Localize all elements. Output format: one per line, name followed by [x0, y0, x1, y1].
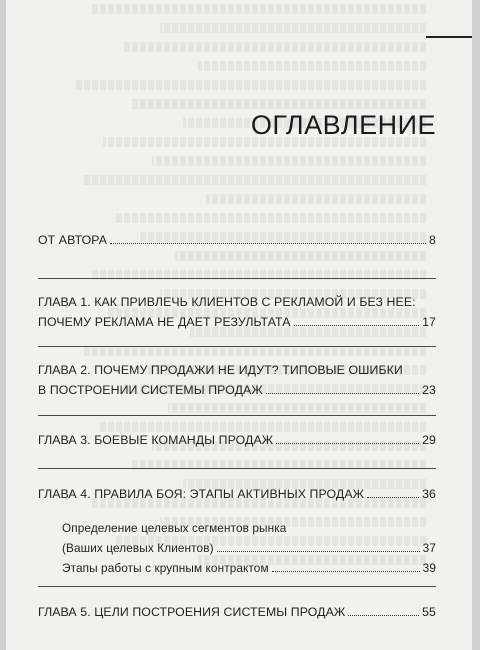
- toc-entry-title: ГЛАВА 1. КАК ПРИВЛЕЧЬ КЛИЕНТОВ С РЕКЛАМОЙ И БЕЗ НЕЕ:: [38, 295, 416, 309]
- toc-entry-title: ГЛАВА 3. БОЕВЫЕ КОМАНДЫ ПРОДАЖ: [38, 433, 274, 447]
- toc-line: [62, 518, 436, 538]
- toc-subentry-large-contract[interactable]: [62, 558, 436, 578]
- toc-page-number: 8: [429, 233, 436, 247]
- toc-entry-chapter-4[interactable]: [38, 484, 436, 504]
- toc-line: [38, 380, 436, 400]
- toc-line: [38, 360, 436, 380]
- toc-entry-title: ГЛАВА 2. ПОЧЕМУ ПРОДАЖИ НЕ ИДУТ? ТИПОВЫЕ ОШИБКИ: [38, 363, 403, 377]
- book-page: [6, 0, 472, 650]
- page-title: ОГЛАВЛЕНИЕ: [250, 110, 436, 140]
- dot-leader: [110, 242, 426, 244]
- toc-entry-chapter-3[interactable]: [38, 430, 436, 450]
- toc-entry-title: ГЛАВА 5. ЦЕЛИ ПОСТРОЕНИЯ СИСТЕМЫ ПРОДАЖ: [38, 605, 346, 619]
- toc-entry-title: Этапы работы с крупным контрактом: [62, 561, 269, 575]
- toc-page-number: 17: [422, 315, 436, 329]
- toc-entry-title-cont: (Ваших целевых Клиентов): [62, 541, 214, 555]
- header-rule: [426, 36, 472, 38]
- toc-entry-from-author[interactable]: [38, 230, 436, 250]
- toc-page-number: 36: [422, 487, 436, 501]
- section-divider: [38, 346, 436, 347]
- toc-entry-chapter-2[interactable]: [38, 360, 436, 400]
- toc-page-number: 55: [422, 605, 436, 619]
- section-divider: [38, 415, 436, 416]
- dot-leader: [348, 614, 419, 616]
- dot-leader: [272, 570, 420, 572]
- toc-line: [62, 538, 436, 558]
- dot-leader: [276, 442, 419, 444]
- toc-line: [38, 292, 436, 312]
- toc-entry-title-cont: В ПОСТРОЕНИИ СИСТЕМЫ ПРОДАЖ: [38, 383, 263, 397]
- toc-line: [38, 602, 436, 622]
- toc-entry-title: ГЛАВА 4. ПРАВИЛА БОЯ: ЭТАПЫ АКТИВНЫХ ПРОДАЖ: [38, 487, 365, 501]
- section-divider: [38, 468, 436, 469]
- toc-line: [62, 558, 436, 578]
- dot-leader: [294, 324, 420, 326]
- dot-leader: [266, 392, 419, 394]
- toc-line: [38, 230, 436, 250]
- toc-page-number: 39: [422, 561, 436, 575]
- toc-page-number: 29: [422, 433, 436, 447]
- toc-entry-title-cont: ПОЧЕМУ РЕКЛАМА НЕ ДАЕТ РЕЗУЛЬТАТА: [38, 315, 291, 329]
- section-divider: [38, 278, 436, 279]
- toc-entry-title: Определение целевых сегментов рынка: [62, 521, 287, 535]
- toc-entry-title: ОТ АВТОРА: [38, 233, 108, 247]
- dot-leader: [367, 496, 419, 498]
- toc-entry-chapter-5[interactable]: [38, 602, 436, 622]
- dot-leader: [217, 550, 420, 552]
- section-divider: [38, 586, 436, 587]
- toc-entry-chapter-1[interactable]: [38, 292, 436, 332]
- toc-line: [38, 484, 436, 504]
- toc-page-number: 37: [422, 541, 436, 555]
- toc-line: [38, 312, 436, 332]
- toc-subentry-target-segments[interactable]: [62, 518, 436, 558]
- toc-page-number: 23: [422, 383, 436, 397]
- toc-line: [38, 430, 436, 450]
